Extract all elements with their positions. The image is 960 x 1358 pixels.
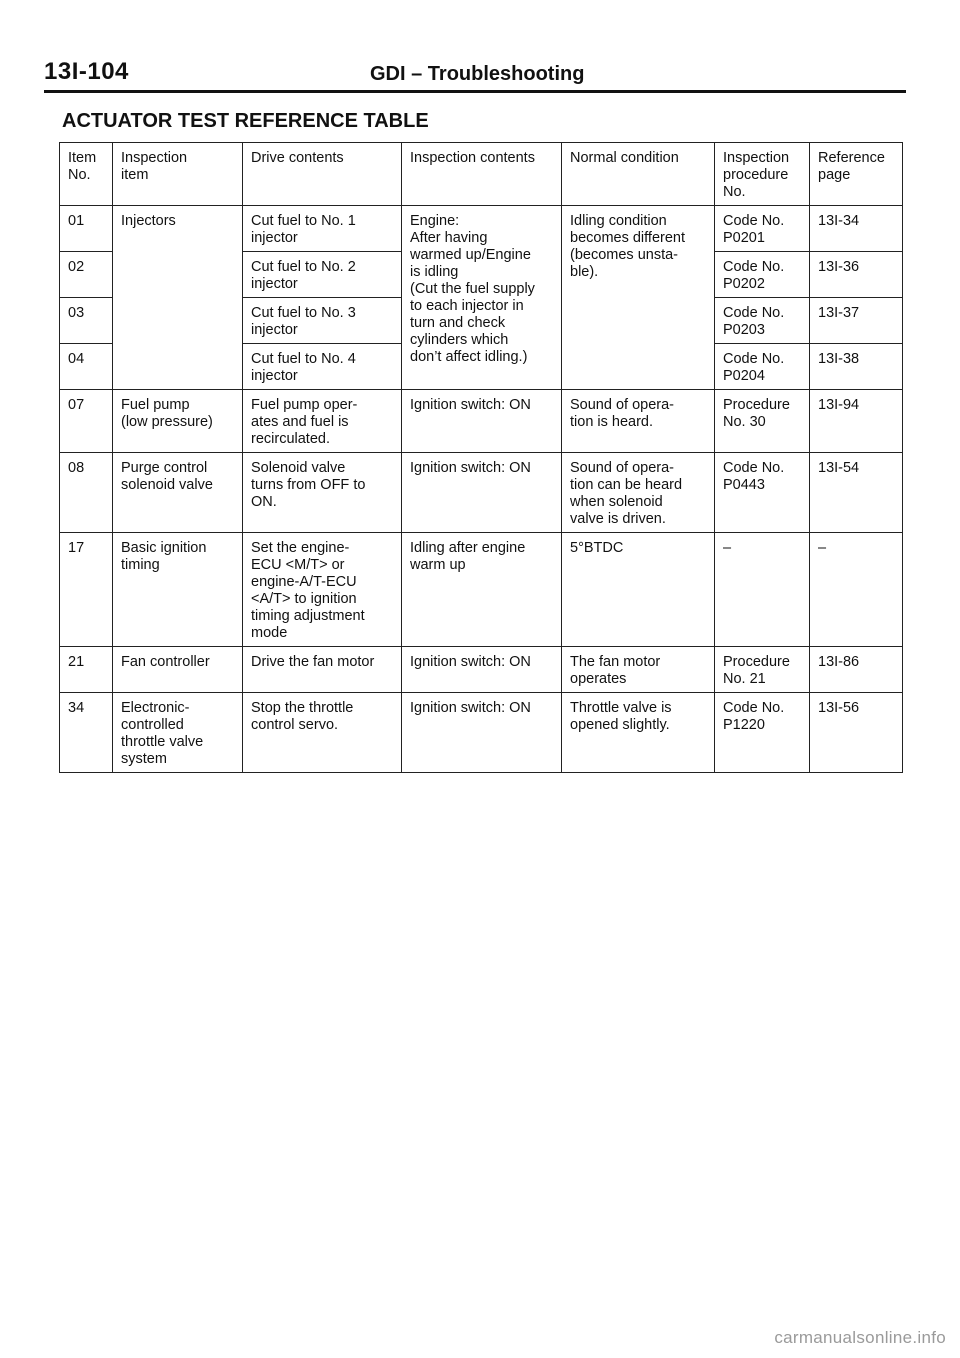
item-no: 02 xyxy=(60,252,113,298)
item-no: 34 xyxy=(60,693,113,773)
table-row xyxy=(60,533,903,647)
inspection-procedure: Procedure No. 21 xyxy=(715,647,810,693)
inspection-procedure: Code No. P0443 xyxy=(715,453,810,533)
normal-condition: Sound of opera- tion is heard. xyxy=(562,390,715,453)
inspection-item: Purge control solenoid valve xyxy=(113,453,243,533)
table-row xyxy=(60,647,903,693)
reference-page: 13I-34 xyxy=(810,206,903,252)
page-header-title: GDI – Troubleshooting xyxy=(370,63,585,85)
drive-contents: Set the engine- ECU <M/T> or engine-A/T-ECU <A/T> to ignition timing adjustment mode xyxy=(243,533,402,647)
table-header-row xyxy=(60,143,903,206)
reference-page: – xyxy=(810,533,903,647)
reference-page: 13I-38 xyxy=(810,344,903,390)
inspection-item: Injectors xyxy=(113,206,243,390)
inspection-procedure: Procedure No. 30 xyxy=(715,390,810,453)
header-reference-page: Reference page xyxy=(810,143,903,206)
reference-page: 13I-56 xyxy=(810,693,903,773)
item-no: 21 xyxy=(60,647,113,693)
drive-contents: Stop the throttle control servo. xyxy=(243,693,402,773)
table-row xyxy=(60,693,903,773)
inspection-item: Electronic- controlled throttle valve system xyxy=(113,693,243,773)
drive-contents: Fuel pump oper- ates and fuel is recirculated. xyxy=(243,390,402,453)
table-row xyxy=(60,453,903,533)
reference-page: 13I-94 xyxy=(810,390,903,453)
drive-contents: Cut fuel to No. 3 injector xyxy=(243,298,402,344)
item-no: 01 xyxy=(60,206,113,252)
item-no: 08 xyxy=(60,453,113,533)
normal-condition: 5°BTDC xyxy=(562,533,715,647)
inspection-contents: Engine: After having warmed up/Engine is idling (Cut the fuel supply to each injector in turn and check cylinders which don’t affect idling.) xyxy=(402,206,562,390)
table-row xyxy=(60,390,903,453)
section-title: ACTUATOR TEST REFERENCE TABLE xyxy=(62,110,429,132)
header-item-no: Item No. xyxy=(60,143,113,206)
inspection-contents: Ignition switch: ON xyxy=(402,453,562,533)
drive-contents: Solenoid valve turns from OFF to ON. xyxy=(243,453,402,533)
inspection-contents: Ignition switch: ON xyxy=(402,647,562,693)
normal-condition: The fan motor operates xyxy=(562,647,715,693)
item-no: 17 xyxy=(60,533,113,647)
reference-page: 13I-37 xyxy=(810,298,903,344)
inspection-item: Fuel pump (low pressure) xyxy=(113,390,243,453)
inspection-procedure: Code No. P1220 xyxy=(715,693,810,773)
actuator-test-reference-table xyxy=(59,142,903,773)
drive-contents: Cut fuel to No. 2 injector xyxy=(243,252,402,298)
inspection-procedure: Code No. P0201 xyxy=(715,206,810,252)
item-no: 07 xyxy=(60,390,113,453)
inspection-item: Fan controller xyxy=(113,647,243,693)
item-no: 03 xyxy=(60,298,113,344)
header-rule xyxy=(44,90,906,93)
inspection-contents: Ignition switch: ON xyxy=(402,390,562,453)
header-inspection-procedure-no: Inspection procedure No. xyxy=(715,143,810,206)
drive-contents: Drive the fan motor xyxy=(243,647,402,693)
inspection-procedure: Code No. P0203 xyxy=(715,298,810,344)
header-inspection-item: Inspection item xyxy=(113,143,243,206)
header-drive-contents: Drive contents xyxy=(243,143,402,206)
footer-watermark[interactable]: carmanualsonline.info xyxy=(774,1328,946,1347)
inspection-procedure: – xyxy=(715,533,810,647)
table-row xyxy=(60,206,903,252)
inspection-contents: Idling after engine warm up xyxy=(402,533,562,647)
normal-condition: Sound of opera- tion can be heard when solenoid valve is driven. xyxy=(562,453,715,533)
normal-condition: Idling condition becomes different (becomes unsta- ble). xyxy=(562,206,715,390)
reference-page: 13I-54 xyxy=(810,453,903,533)
inspection-contents: Ignition switch: ON xyxy=(402,693,562,773)
inspection-procedure: Code No. P0202 xyxy=(715,252,810,298)
header-inspection-contents: Inspection contents xyxy=(402,143,562,206)
inspection-procedure: Code No. P0204 xyxy=(715,344,810,390)
drive-contents: Cut fuel to No. 1 injector xyxy=(243,206,402,252)
reference-page: 13I-86 xyxy=(810,647,903,693)
inspection-item: Basic ignition timing xyxy=(113,533,243,647)
item-no: 04 xyxy=(60,344,113,390)
normal-condition: Throttle valve is opened slightly. xyxy=(562,693,715,773)
drive-contents: Cut fuel to No. 4 injector xyxy=(243,344,402,390)
reference-page: 13I-36 xyxy=(810,252,903,298)
page-number: 13I-104 xyxy=(44,58,129,85)
header-normal-condition: Normal condition xyxy=(562,143,715,206)
